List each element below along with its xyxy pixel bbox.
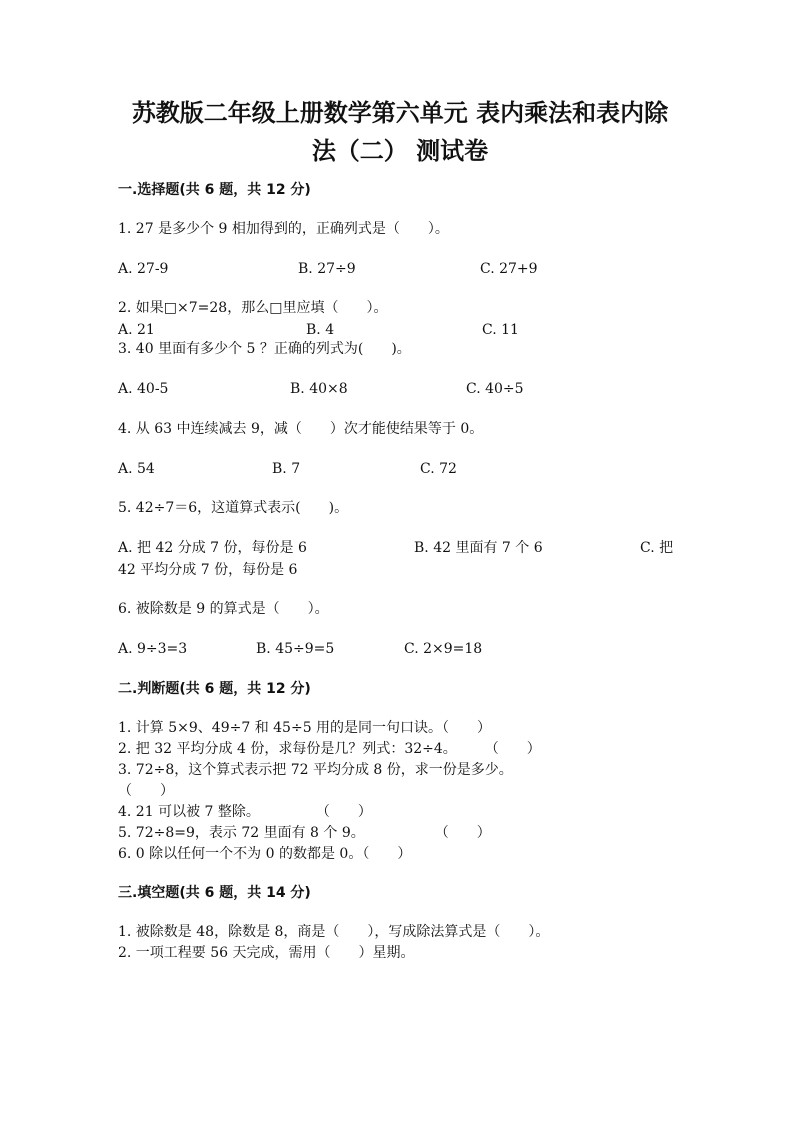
fill-item-2: 2. 一项工程要 56 天完成，需用（ ）星期。 xyxy=(118,945,415,961)
q2-option-c: C. 11 xyxy=(482,322,519,338)
q4-option-c: C. 72 xyxy=(420,461,457,477)
q1-option-b: B. 27÷9 xyxy=(298,261,356,277)
judge-item-5: 5. 72÷8=9，表示 72 里面有 8 个 9。 （ ） xyxy=(118,825,491,841)
q1-option-c: C. 27+9 xyxy=(480,261,538,277)
q3-text: 3. 40 里面有多少个 5 ？正确的列式为( )。 xyxy=(118,341,411,357)
q5-option-a: A. 把 42 分成 7 份，每份是 6 xyxy=(118,540,307,556)
q6-text: 6. 被除数是 9 的算式是（ ）。 xyxy=(118,601,329,617)
judge-item-3: 3. 72÷8，这个算式表示把 72 平均分成 8 份，求一份是多少。 xyxy=(118,762,513,778)
q6-option-a: A. 9÷3=3 xyxy=(118,641,188,657)
judge-item-1: 1. 计算 5×9、49÷7 和 45÷5 用的是同一句口诀。（ ） xyxy=(118,720,492,736)
q4-option-a: A. 54 xyxy=(118,461,155,477)
judge-item-4: 4. 21 可以被 7 整除。 （ ） xyxy=(118,804,372,820)
q1-text: 1. 27 是多少个 9 相加得到的，正确列式是（ ）。 xyxy=(118,221,449,237)
page-title-line2: 法（二） 测试卷 xyxy=(311,137,489,165)
q4-text: 4. 从 63 中连续减去 9，减（ ）次才能使结果等于 0。 xyxy=(118,421,484,437)
q3-option-a: A. 40-5 xyxy=(118,381,169,397)
q5-option-c: C. 把 xyxy=(640,540,674,556)
judge-item-2: 2. 把 32 平均分成 4 份，求每份是几？列式：32÷4。 （ ） xyxy=(118,741,541,757)
section1-heading: 一.选择题(共 6 题，共 12 分) xyxy=(118,182,311,198)
q3-option-b: B. 40×8 xyxy=(290,381,348,397)
fill-item-1: 1. 被除数是 48，除数是 8，商是（ ），写成除法算式是（ ）。 xyxy=(118,924,550,940)
q4-option-b: B. 7 xyxy=(272,461,301,477)
q1-option-a: A. 27-9 xyxy=(118,261,169,277)
section2-heading: 二.判断题(共 6 题，共 12 分) xyxy=(118,681,311,697)
section3-heading: 三.填空题(共 6 题，共 14 分) xyxy=(118,885,311,901)
judge-item-3-continued: （ ） xyxy=(118,783,174,799)
q2-text: 2. 如果□×7=28，那么□里应填（ ）。 xyxy=(118,300,388,316)
judge-item-6: 6. 0 除以任何一个不为 0 的数都是 0。（ ） xyxy=(118,846,412,862)
page-title-line1: 苏教版二年级上册数学第六单元 表内乘法和表内除 xyxy=(131,99,669,127)
q2-option-a: A. 21 xyxy=(118,322,155,338)
q6-option-c: C. 2×9=18 xyxy=(404,641,483,657)
q3-option-c: C. 40÷5 xyxy=(466,381,524,397)
q6-option-b: B. 45÷9=5 xyxy=(256,641,335,657)
q5-option-b: B. 42 里面有 7 个 6 xyxy=(414,540,543,556)
q2-option-b: B. 4 xyxy=(306,322,335,338)
q5-text: 5. 42÷7＝6，这道算式表示( )。 xyxy=(118,500,349,516)
q5-option-c-continued: 42 平均分成 7 份，每份是 6 xyxy=(118,562,298,578)
